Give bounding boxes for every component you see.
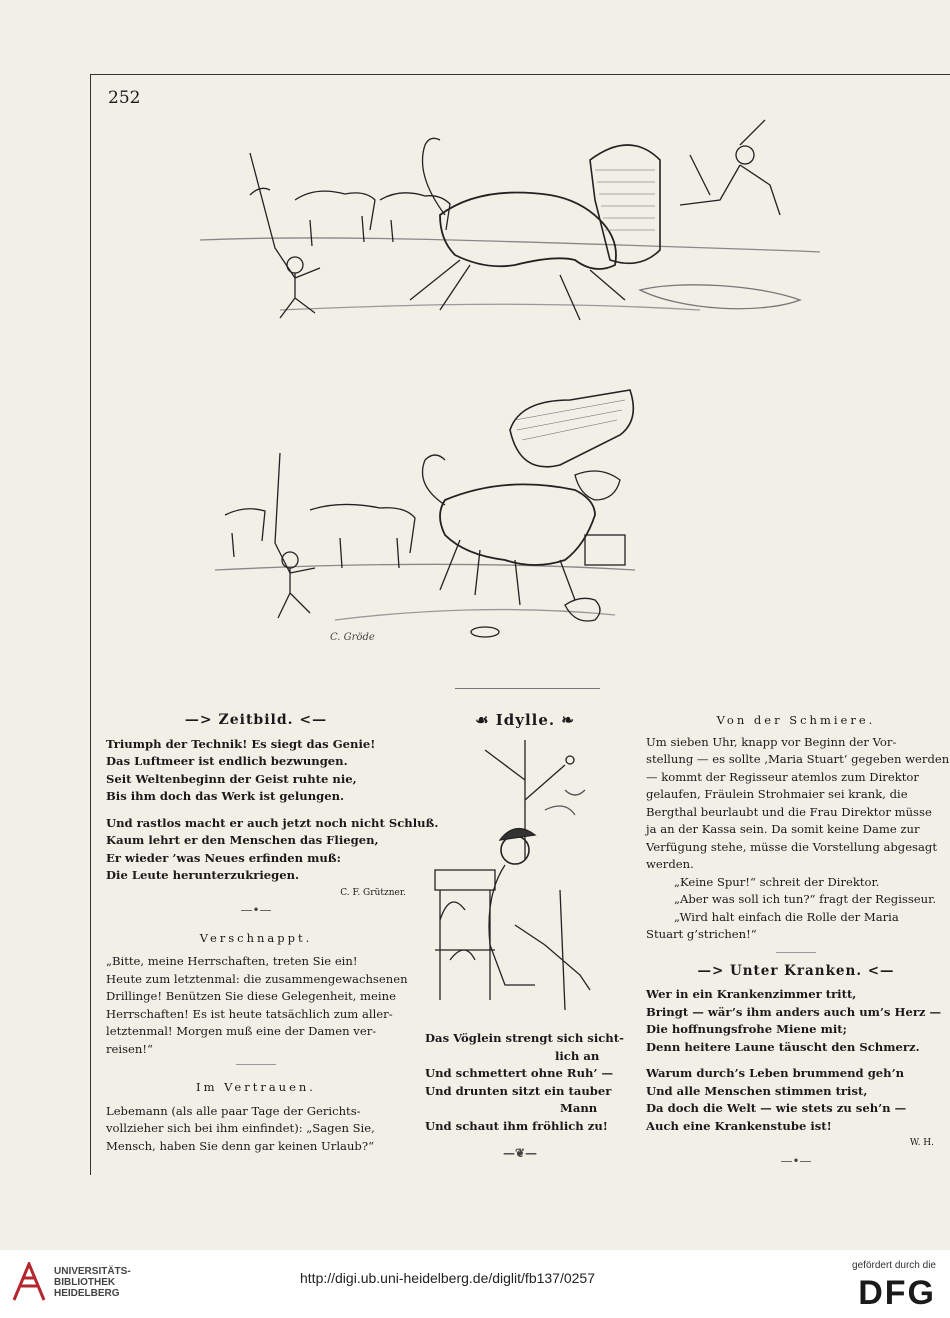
kranken-line: Denn heitere Laune täuscht den Schmerz. bbox=[646, 1039, 920, 1054]
verschnappt-line: „Bitte, meine Herrschaften, treten Sie ein! bbox=[106, 954, 358, 968]
kranken-title: —> Unter Kranken. <— bbox=[697, 962, 895, 979]
footer-bar bbox=[0, 1250, 950, 1318]
vertrauen-line: Lebemann (als alle paar Tage der Gerichts- bbox=[106, 1103, 361, 1118]
kranken-line: Und alle Menschen stimmen trist, bbox=[646, 1083, 868, 1098]
zeitbild-line: Die Leute herunterzukriegen. bbox=[106, 868, 300, 882]
library-name-line: BIBLIOTHEK bbox=[54, 1277, 116, 1288]
schmiere-line: Stuart g’strichen!“ bbox=[646, 927, 757, 941]
zeitbild-line: Seit Weltenbeginn der Geist ruhte nie, bbox=[106, 771, 357, 786]
schmiere-line: werden. bbox=[646, 857, 694, 871]
verschnappt-line: letztenmal! Morgen muß eine der Damen ver- bbox=[106, 1024, 377, 1038]
right-column bbox=[646, 712, 950, 1170]
library-name-line: HEIDELBERG bbox=[54, 1288, 120, 1299]
left-column bbox=[106, 712, 439, 1155]
schmiere-line: „Wird halt einfach die Rolle der Maria bbox=[674, 909, 899, 924]
verschnappt-line: Herrschaften! Es ist heute tatsächlich zum aller- bbox=[106, 1006, 393, 1021]
idylle-line: lich an bbox=[555, 1048, 600, 1063]
dfg-logo: DFG bbox=[858, 1274, 936, 1312]
zeitbild-line: Das Luftmeer ist endlich bezwungen. bbox=[106, 754, 348, 768]
funded-by-label: gefördert durch die bbox=[852, 1260, 936, 1271]
schmiere-line: ja an der Kassa sein. Da somit keine Dame zur bbox=[646, 822, 920, 836]
schmiere-line: gelaufen, Fräulein Strohmaier sei krank, die bbox=[646, 787, 908, 801]
top-illustration bbox=[200, 110, 820, 340]
vertrauen-line: Mensch, haben Sie denn gar keinen Urlaub?“ bbox=[106, 1138, 374, 1153]
ornament-right: ❧ bbox=[555, 711, 575, 729]
source-url-link[interactable]: http://digi.ub.uni-heidelberg.de/diglit/fb137/0257 bbox=[300, 1270, 595, 1286]
divider bbox=[236, 1064, 276, 1065]
page-number: 252 bbox=[108, 88, 141, 108]
verschnappt-title: Verschnappt. bbox=[199, 930, 313, 945]
idylle-line: Und drunten sitzt ein tauber bbox=[425, 1083, 612, 1098]
kranken-line: Da doch die Welt — wie stets zu seh’n — bbox=[646, 1101, 907, 1115]
kranken-line: Wer in ein Krankenzimmer tritt, bbox=[646, 987, 857, 1001]
schmiere-line: stellung — es sollte ‚Maria Stuart‘ gegeben werden bbox=[646, 752, 950, 766]
zeitbild-line: Er wieder ’was Neues erfinden muß: bbox=[106, 850, 341, 865]
idylle-title bbox=[420, 712, 630, 730]
illustration-signature: C. Gröde bbox=[330, 632, 375, 643]
middle-column bbox=[420, 712, 630, 730]
kranken-line: Bringt — wär’s ihm anders auch um’s Herz — bbox=[646, 1004, 942, 1019]
schmiere-line: Verfügung stehe, müsse die Vorstellung abgesagt bbox=[646, 839, 937, 854]
zeitbild-line: Kaum lehrt er den Menschen das Fliegen, bbox=[106, 833, 379, 847]
kranken-line: Warum durch’s Leben brummend geh’n bbox=[646, 1066, 905, 1080]
library-name bbox=[54, 1266, 131, 1299]
idylle-line: Und schaut ihm fröhlich zu! bbox=[425, 1118, 608, 1133]
zeitbild-line: Und rastlos macht er auch jetzt noch nicht Schluß. bbox=[106, 815, 439, 830]
divider bbox=[455, 688, 600, 689]
idylle-title-text: Idylle. bbox=[495, 711, 556, 729]
zeitbild-title: —> Zeitbild. <— bbox=[184, 712, 328, 728]
schmiere-line: Bergthal beurlaubt und die Frau Direktor müsse bbox=[646, 804, 932, 819]
kranken-line: Die hoffnungsfrohe Miene mit; bbox=[646, 1022, 847, 1036]
ornament: —❦— bbox=[502, 1146, 538, 1160]
ornament: —•— bbox=[780, 1153, 812, 1168]
zeitbild-line: Bis ihm doch das Werk ist gelungen. bbox=[106, 789, 345, 803]
schmiere-line: „Aber was soll ich tun?“ fragt der Regisseur. bbox=[674, 892, 937, 906]
idylle-line: Und schmettert ohne Ruh’ — bbox=[425, 1066, 614, 1080]
schmiere-line: „Keine Spur!“ schreit der Direktor. bbox=[674, 874, 880, 889]
ornament: —•— bbox=[240, 903, 272, 917]
idylle-illustration bbox=[425, 740, 615, 1025]
university-library-logo bbox=[12, 1262, 46, 1302]
kranken-author: W. H. bbox=[909, 1138, 934, 1148]
schmiere-line: Um sieben Uhr, knapp vor Beginn der Vor- bbox=[646, 734, 897, 749]
library-name-line: UNIVERSITÄTS- bbox=[54, 1266, 131, 1277]
schmiere-line: — kommt der Regisseur atemlos zum Direktor bbox=[646, 769, 919, 784]
verschnappt-line: Heute zum letztenmal: die zusammengewachsenen bbox=[106, 971, 408, 986]
verschnappt-line: Drillinge! Benützen Sie diese Gelegenheit, meine bbox=[106, 989, 396, 1003]
middle-illustration bbox=[215, 380, 635, 650]
kranken-line: Auch eine Krankenstube ist! bbox=[646, 1118, 832, 1133]
idylle-line: Mann bbox=[560, 1101, 598, 1115]
schmiere-title: Von der Schmiere. bbox=[716, 713, 876, 727]
vertrauen-title: Im Vertrauen. bbox=[196, 1080, 316, 1094]
zeitbild-line: Triumph der Technik! Es siegt das Genie! bbox=[106, 736, 376, 751]
idylle-poem bbox=[425, 1030, 624, 1163]
idylle-line: Das Vöglein strengt sich sicht- bbox=[425, 1031, 624, 1045]
ornament-left: ☙ bbox=[475, 711, 496, 729]
verschnappt-line: reisen!“ bbox=[106, 1041, 153, 1056]
divider bbox=[776, 952, 816, 953]
vertrauen-line: vollzieher sich bei ihm einfindet): „Sagen Sie, bbox=[106, 1121, 375, 1135]
zeitbild-author: C. F. Grützner. bbox=[340, 887, 406, 898]
